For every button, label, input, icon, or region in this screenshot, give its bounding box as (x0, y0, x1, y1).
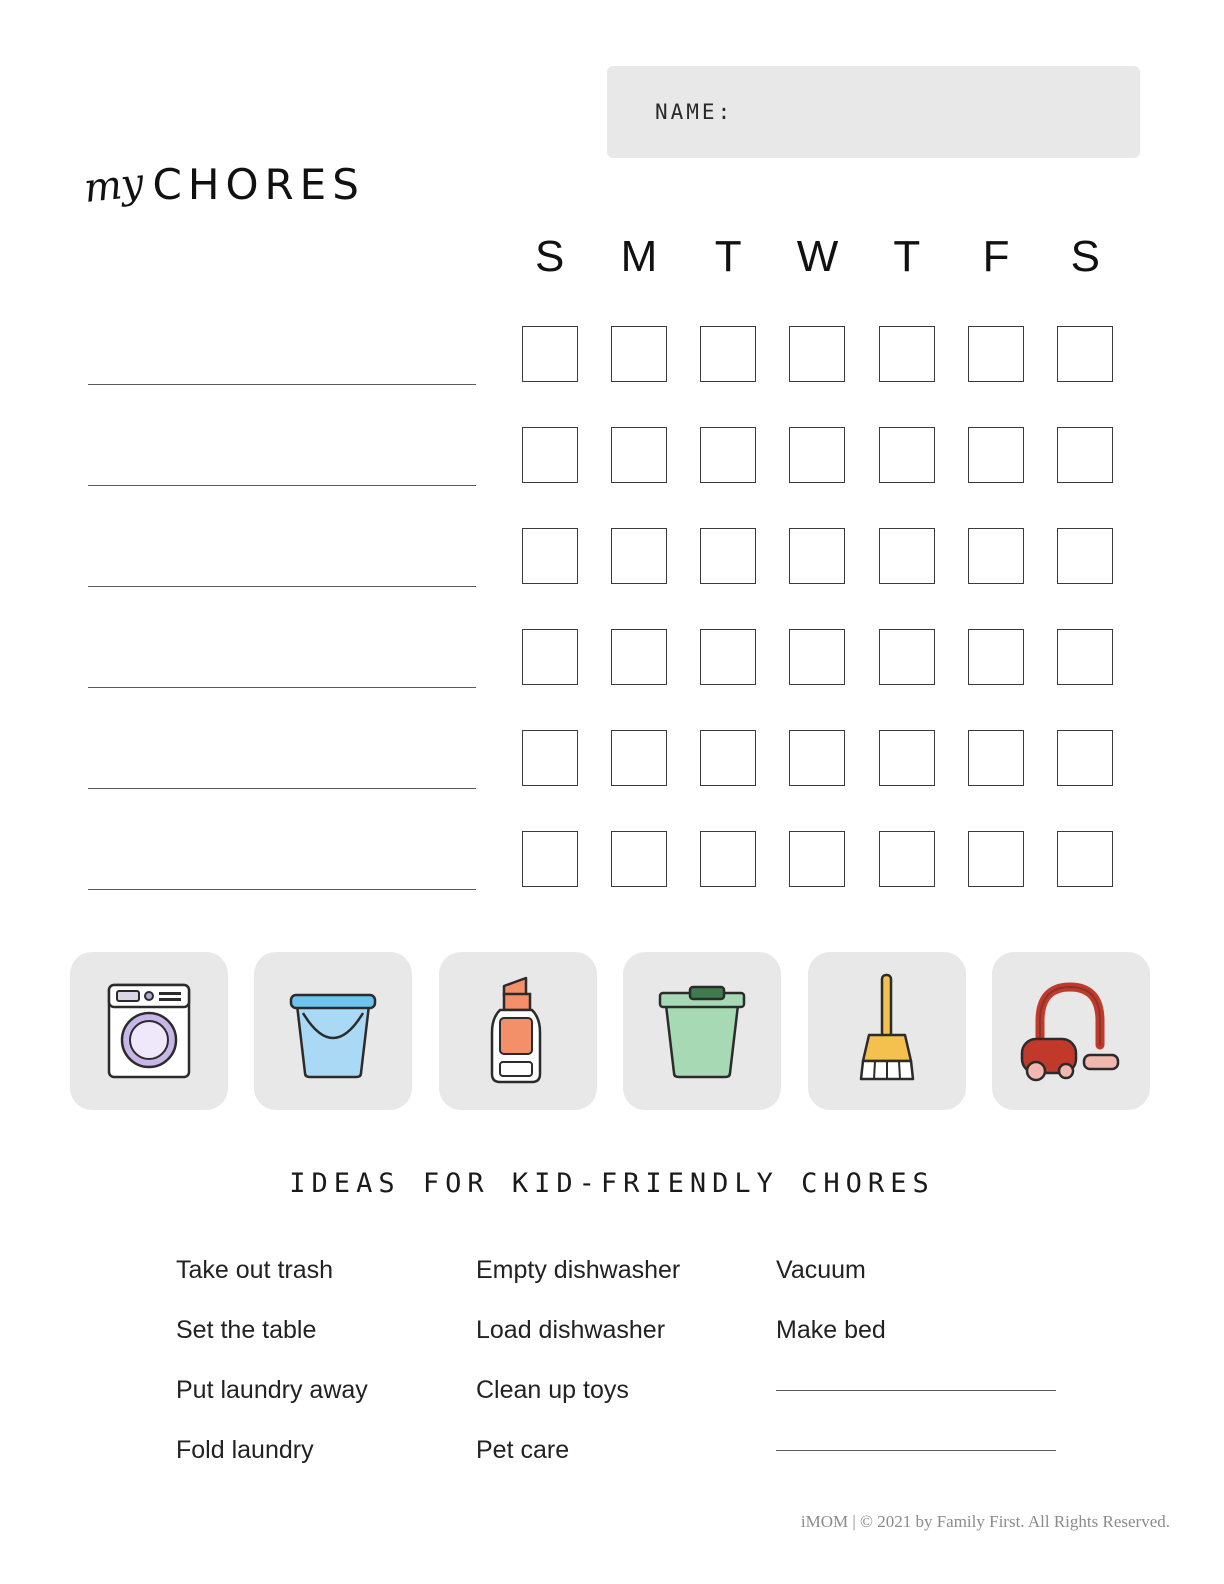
checkbox[interactable] (879, 528, 935, 584)
weekday-sunday: S (534, 232, 565, 281)
checkbox-cell-tuesday (684, 831, 773, 887)
title-script-word: my (81, 160, 145, 212)
checkbox-row (505, 831, 1130, 887)
checkbox[interactable] (522, 629, 578, 685)
list-item: Clean up toys (476, 1375, 629, 1404)
list-item: Pet care (476, 1435, 570, 1464)
checkbox-row (505, 629, 1130, 685)
name-label: NAME: (655, 100, 734, 124)
checkbox-cell-monday (594, 326, 683, 382)
checkbox[interactable] (789, 427, 845, 483)
checkbox[interactable] (879, 427, 935, 483)
checkbox[interactable] (879, 326, 935, 382)
checkbox[interactable] (1057, 528, 1113, 584)
checkbox-cell-saturday (1041, 831, 1130, 887)
checkbox[interactable] (879, 629, 935, 685)
weekday-saturday: S (1070, 232, 1100, 281)
chore-grid (0, 326, 1224, 932)
ideas-columns (176, 1240, 1136, 1480)
checkbox-cell-wednesday (773, 427, 862, 483)
checkbox-cell-wednesday (773, 831, 862, 887)
checkbox-cell-sunday (505, 326, 594, 382)
chore-name-line[interactable] (88, 889, 476, 890)
table-row (0, 326, 1224, 427)
write-in-rule (776, 1390, 1056, 1391)
list-item: Fold laundry (176, 1435, 314, 1464)
checkbox[interactable] (700, 427, 756, 483)
weekday-wednesday: W (796, 232, 839, 281)
checkbox[interactable] (968, 730, 1024, 786)
chore-name-line[interactable] (88, 485, 476, 486)
washing-machine-icon (95, 975, 203, 1087)
checkbox-cell-tuesday (684, 427, 773, 483)
checkbox[interactable] (522, 730, 578, 786)
table-row (0, 528, 1224, 629)
checkbox-cell-saturday (1041, 528, 1130, 584)
checkbox[interactable] (968, 427, 1024, 483)
checkbox[interactable] (522, 528, 578, 584)
checkbox-row (505, 528, 1130, 584)
checkbox-row (505, 730, 1130, 786)
checkbox[interactable] (789, 326, 845, 382)
chore-name-line[interactable] (88, 384, 476, 385)
checkbox[interactable] (611, 528, 667, 584)
table-row (0, 730, 1224, 831)
chore-name-line[interactable] (88, 586, 476, 587)
checkbox-row (505, 326, 1130, 382)
checkbox-cell-tuesday (684, 730, 773, 786)
idea-write-in-line[interactable] (776, 1360, 1076, 1420)
checkbox[interactable] (700, 326, 756, 382)
write-in-rule (776, 1450, 1056, 1451)
chore-name-line[interactable] (88, 788, 476, 789)
checkbox[interactable] (789, 831, 845, 887)
trash-can-icon (644, 975, 760, 1087)
checkbox-cell-monday (594, 730, 683, 786)
checkbox[interactable] (611, 730, 667, 786)
table-row (0, 427, 1224, 528)
page-title (81, 160, 365, 212)
checkbox[interactable] (611, 831, 667, 887)
checkbox[interactable] (611, 427, 667, 483)
checkbox-cell-sunday (505, 730, 594, 786)
ideas-column-2 (476, 1240, 776, 1480)
checkbox-cell-thursday (862, 528, 951, 584)
checkbox-cell-wednesday (773, 730, 862, 786)
list-item: Put laundry away (176, 1375, 368, 1404)
checkbox-cell-friday (951, 528, 1040, 584)
checkbox-cell-monday (594, 629, 683, 685)
list-item: Take out trash (176, 1255, 334, 1284)
checkbox-cell-tuesday (684, 326, 773, 382)
checkbox[interactable] (611, 326, 667, 382)
table-row (0, 629, 1224, 730)
weekday-monday: M (620, 232, 658, 281)
name-field-box[interactable] (607, 66, 1140, 158)
checkbox[interactable] (1057, 427, 1113, 483)
checkbox[interactable] (789, 629, 845, 685)
list-item: Load dishwasher (476, 1315, 666, 1344)
checkbox-cell-friday (951, 629, 1040, 685)
checkbox[interactable] (789, 528, 845, 584)
checkbox-cell-sunday (505, 831, 594, 887)
checkbox[interactable] (968, 831, 1024, 887)
checkbox-cell-friday (951, 831, 1040, 887)
checkbox-cell-saturday (1041, 326, 1130, 382)
checkbox-cell-thursday (862, 730, 951, 786)
checkbox[interactable] (968, 326, 1024, 382)
checkbox[interactable] (1057, 730, 1113, 786)
checkbox-cell-sunday (505, 629, 594, 685)
spray-bottle-tile (439, 952, 597, 1110)
checkbox-cell-monday (594, 427, 683, 483)
list-item: Empty dishwasher (476, 1255, 681, 1284)
bucket-icon (277, 977, 389, 1085)
checkbox-cell-wednesday (773, 326, 862, 382)
weekday-friday: F (982, 232, 1010, 281)
checkbox-cell-thursday (862, 629, 951, 685)
checkbox[interactable] (700, 528, 756, 584)
list-item: Vacuum (776, 1255, 866, 1284)
checkbox-cell-sunday (505, 528, 594, 584)
checkbox[interactable] (522, 326, 578, 382)
list-item: Make bed (776, 1315, 886, 1344)
checkbox-cell-saturday (1041, 427, 1130, 483)
ideas-heading: IDEAS FOR KID-FRIENDLY CHORES (289, 1168, 935, 1199)
broom-tile (808, 952, 966, 1110)
checkbox[interactable] (522, 427, 578, 483)
checkbox[interactable] (1057, 831, 1113, 887)
footer-copyright: iMOM | © 2021 by Family First. All Rights Reserved. (800, 1512, 1170, 1531)
chore-icon-strip (70, 952, 1150, 1110)
checkbox[interactable] (522, 831, 578, 887)
idea-write-in-line[interactable] (776, 1420, 1076, 1480)
bucket-tile (254, 952, 412, 1110)
checkbox-cell-tuesday (684, 629, 773, 685)
ideas-column-3 (776, 1240, 1076, 1480)
checkbox[interactable] (611, 629, 667, 685)
checkbox[interactable] (700, 730, 756, 786)
weekday-thursday: T (893, 232, 921, 281)
checkbox-cell-saturday (1041, 730, 1130, 786)
vacuum-cleaner-icon (1010, 971, 1132, 1091)
checkbox-cell-friday (951, 427, 1040, 483)
checkbox-cell-wednesday (773, 528, 862, 584)
broom-icon (837, 969, 937, 1093)
checkbox[interactable] (789, 730, 845, 786)
checkbox-cell-friday (951, 326, 1040, 382)
checkbox[interactable] (879, 730, 935, 786)
checkbox[interactable] (700, 629, 756, 685)
weekday-tuesday: T (714, 232, 742, 281)
table-row (0, 831, 1224, 932)
checkbox[interactable] (968, 528, 1024, 584)
ideas-column-1 (176, 1240, 476, 1480)
checkbox[interactable] (700, 831, 756, 887)
list-item: Set the table (176, 1315, 317, 1344)
spray-bottle-icon (470, 970, 566, 1092)
washing-machine-tile (70, 952, 228, 1110)
checkbox[interactable] (1057, 326, 1113, 382)
checkbox[interactable] (968, 629, 1024, 685)
checkbox[interactable] (1057, 629, 1113, 685)
checkbox-cell-tuesday (684, 528, 773, 584)
checkbox-cell-monday (594, 528, 683, 584)
checkbox-cell-monday (594, 831, 683, 887)
checkbox-cell-thursday (862, 326, 951, 382)
trash-can-tile (623, 952, 781, 1110)
checkbox-cell-sunday (505, 427, 594, 483)
checkbox-row (505, 427, 1130, 483)
title-block-word: CHORES (152, 160, 365, 209)
chore-name-line[interactable] (88, 687, 476, 688)
checkbox-cell-friday (951, 730, 1040, 786)
vacuum-tile (992, 952, 1150, 1110)
checkbox-cell-saturday (1041, 629, 1130, 685)
checkbox[interactable] (879, 831, 935, 887)
checkbox-cell-wednesday (773, 629, 862, 685)
weekday-header (505, 232, 1130, 282)
checkbox-cell-thursday (862, 831, 951, 887)
checkbox-cell-thursday (862, 427, 951, 483)
